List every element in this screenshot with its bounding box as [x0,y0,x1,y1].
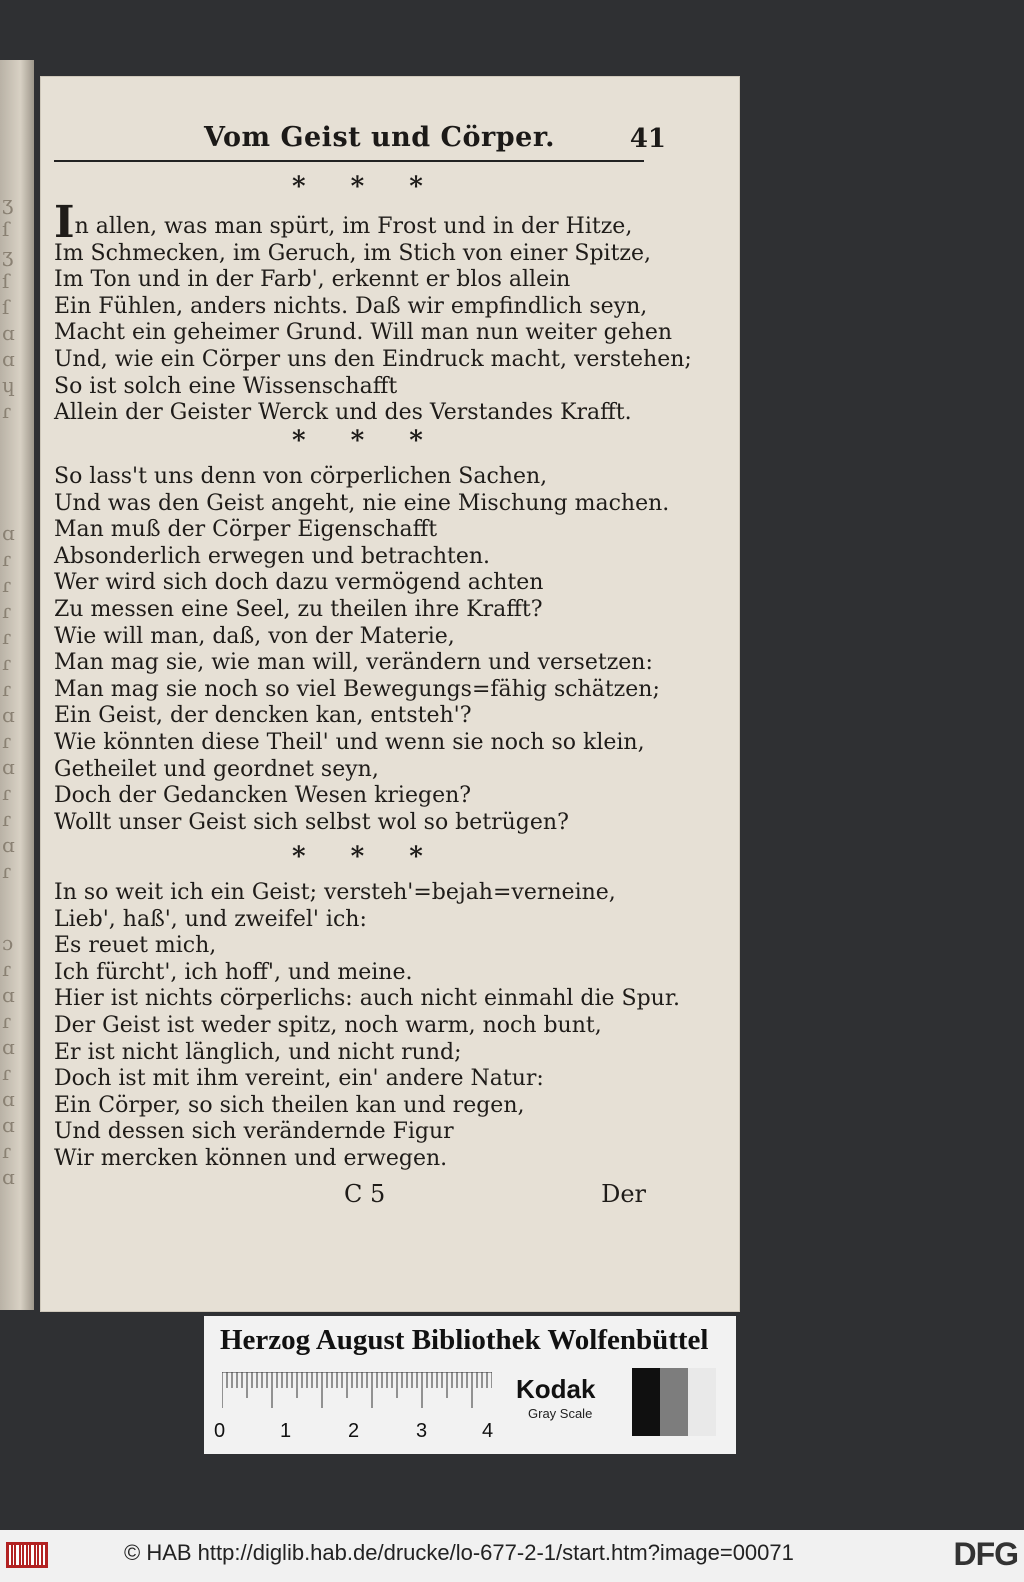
verse-line: Man mag sie noch so viel Bewegungs=fähig schätzen; [54,676,660,702]
verse-line: Im Schmecken, im Geruch, im Stich von einer Spitze, [54,240,652,266]
stanza-separator: * * * [292,426,441,456]
verse-line: Doch der Gedancken Wesen kriegen? [54,783,472,809]
verse-line: Absonderlich erwegen und betrachten. [54,543,491,569]
ruler-label: 3 [416,1420,428,1442]
verse-line: In allen, was man spürt, im Frost und in der Hitze, [54,197,633,248]
verse-line: Man muß der Cörper Eigenschafft [54,517,438,543]
ruler-label: 2 [348,1420,360,1442]
verse-line: Man mag sie, wie man will, verändern und versetzen: [54,650,653,676]
verse-line: Im Ton und in der Farb', erkennt er blos allein [54,267,571,293]
verse-line: Wir mercken können und erwegen. [54,1145,448,1171]
ruler-label: 1 [280,1420,292,1442]
facing-page-ghost-text: ɔ ɾ ɑ ɾ ɑ ɾ ɑ ɑ ɾ ɑ [2,931,15,1189]
facing-page-edge [0,60,34,1310]
verse-line: Wer wird sich doch dazu vermögend achten [54,570,544,596]
header-rule [54,160,644,162]
ruler-label: 4 [482,1420,494,1442]
verse-line: Ein Fühlen, anders nichts. Daß wir empfindlich seyn, [54,293,648,319]
running-title: Vom Geist und Cörper. [204,122,555,153]
gray-scale-label: Gray Scale [528,1406,593,1421]
dfg-logo: DFG [953,1536,1018,1572]
verse-line: Hier ist nichts cörperlichs: auch nicht einmahl die Spur. [54,986,680,1012]
verse-line: Und, wie ein Cörper uns den Eindruck macht, verstehen; [54,346,692,372]
verse-line: Und was den Geist angeht, nie eine Mischung machen. [54,490,670,516]
page-number: 41 [629,124,666,154]
stanza-separator: * * * [292,172,441,202]
gray-patch-mid [660,1368,688,1436]
gray-patch-black [632,1368,660,1436]
book-page [40,76,740,1312]
signature-mark: C 5 [344,1180,386,1208]
verse-line: Wollt unser Geist sich selbst wol so betrügen? [54,809,569,835]
ruler-label: 0 [214,1420,226,1442]
verse-line: Und dessen sich verändernde Figur [54,1119,454,1145]
verse-line: Zu messen eine Seel, zu theilen ihre Krafft? [54,596,543,622]
color-scale-card [204,1316,736,1454]
stanza-2 [54,464,674,836]
verse-line: Es reuet mich, [54,933,217,959]
verse-line: Ich fürcht', ich hoff', und meine. [54,959,413,985]
verse-line: Ein Cörper, so sich theilen kan und regen, [54,1092,525,1118]
ruler [222,1372,492,1412]
page-header [54,122,684,162]
verse-line: In so weit ich ein Geist; versteh'=bejah=verneine, [54,880,616,905]
page-footer [54,1180,674,1210]
drop-cap: I [54,197,75,248]
verse-line: Getheilet und geordnet seyn, [54,756,379,782]
kodak-logo: Kodak [516,1374,596,1404]
verse-line: Wie könnten diese Theil' und wenn sie noch so klein, [54,729,645,755]
verse-line: Er ist nicht länglich, und nicht rund; [54,1039,462,1065]
verse-line: Der Geist ist weder spitz, noch warm, noch bunt, [54,1012,602,1038]
library-name: Herzog August Bibliothek Wolfenbüttel [220,1324,709,1356]
verse-line: Lieb', haß', und zweifel' ich: [54,906,367,932]
verse-line: Ein Geist, der dencken kan, entsteh'? [54,703,472,729]
verse-line: Allein der Geister Werck und des Verstandes Krafft. [54,400,632,426]
stanza-3 [54,880,680,1173]
facing-page-ghost-text: ɑ ɾ ɾ ɾ ɾ ɾ ɾ ɑ ɾ ɑ ɾ ɾ ɑ ɾ [2,521,15,883]
verse-line: Macht ein geheimer Grund. Will man nun weiter gehen [54,320,673,346]
verse-line: Doch ist mit ihm vereint, ein' andere Natur: [54,1066,544,1092]
facing-page-ghost-text: ʒ ſ ʒ ſ ſ ɑ ɑ ɥ ɾ [2,191,15,423]
barcode-icon [6,1542,48,1568]
stanza-1 [54,197,692,427]
catchword: Der [601,1180,646,1208]
ruler-ticks-icon [222,1372,492,1412]
gray-patch-white [688,1368,716,1436]
verse-line: So lass't uns denn von cörperlichen Sachen, [54,464,548,489]
stanza-separator: * * * [292,842,441,872]
attribution-bar [0,1530,1024,1582]
copyright-link[interactable]: © HAB http://diglib.hab.de/drucke/lo-677-2-1/start.htm?image=00071 [124,1540,794,1565]
verse-line: So ist solch eine Wissenschafft [54,373,398,399]
verse-line: Wie will man, daß, von der Materie, [54,623,455,649]
